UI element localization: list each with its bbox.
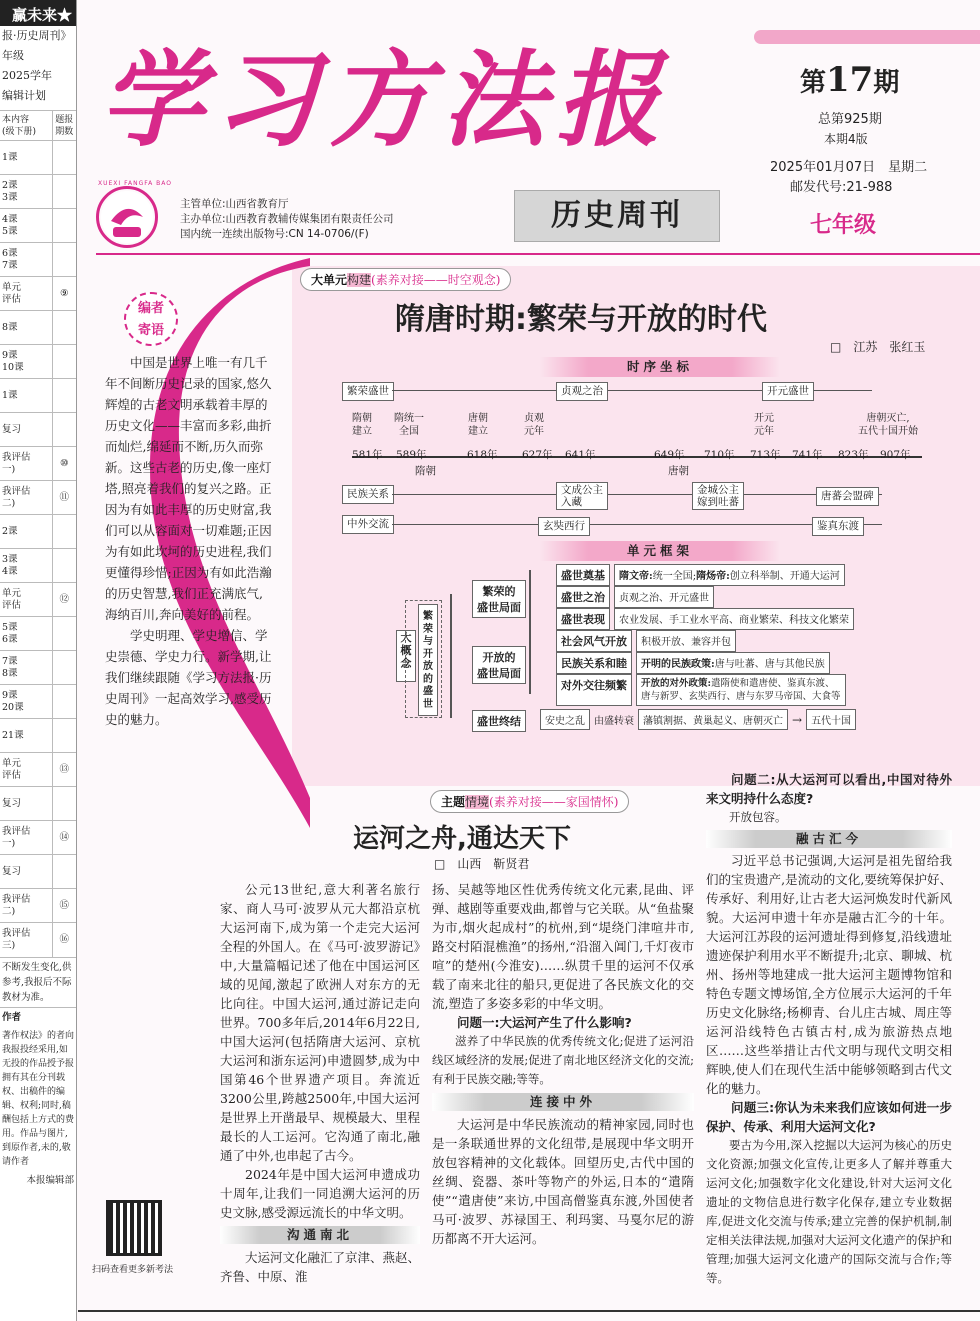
- answer: 要古为今用,深入挖掘以大运河为核心的历史文化资源;加强文化宣传,让更多人了解并尊重大运河文化;加强数字化文化建设,针对大运河文化遗址的文物信息进行数字化保存,建立专业数据库,促进文化交流与传承;建立完善的保护机制,制定相关法律法规,加强对大运河文化遗产的保护和管理;加强大运河文化遗产的国际交流与合作;等等。: [706, 1138, 952, 1285]
- timeline-label: 隋统一 全国: [394, 413, 424, 437]
- band-title: 沟通南北: [220, 1226, 420, 1244]
- logo-text: XUEXI FANGFA BAO: [98, 180, 172, 187]
- timeline-year: 823年: [838, 449, 869, 461]
- framework-row: [540, 709, 856, 730]
- table-row: [0, 753, 76, 787]
- lesson-cell: 我评估 一): [0, 447, 52, 481]
- end-box: 五代十国: [806, 709, 856, 730]
- section-tag: [300, 268, 511, 291]
- table-row: [0, 413, 76, 447]
- framework-row: [556, 674, 846, 706]
- newspaper-title: 学习方法报: [100, 38, 671, 161]
- issue-date: 2025年01月07日 星期二: [770, 160, 928, 175]
- badge-text: 寄语: [137, 323, 164, 338]
- issue-number: [800, 60, 899, 100]
- publisher-logo: [96, 186, 158, 248]
- sidebar-line: 报·历史周刊》: [2, 29, 72, 42]
- table-row: [0, 549, 76, 583]
- table-row: [0, 923, 76, 957]
- issue-cell: [52, 549, 76, 583]
- row-body: 积极开放、兼容并包: [636, 630, 736, 652]
- table-header: 本内容 (级下册): [0, 111, 52, 141]
- issue-cell: ⑫: [52, 583, 76, 617]
- tag-label: 主题: [441, 795, 466, 809]
- paragraph: 大运河是中华民族流动的精神家园,同时也是一条联通世界的文化纽带,是展现中华文明开放包容精神的文化载体。回望历史,古代中国的丝绸、瓷器、茶叶等物产的外运,日本的“遣隋使”“遣唐使”来访,中国高僧鉴真东渡,外国使者马可·波罗、苏禄国王、利玛窦、马戛尔尼的游历都离不开大运河。: [432, 1117, 694, 1246]
- publisher-info: [180, 197, 394, 242]
- dynasty-label: 隋朝: [415, 465, 436, 477]
- article-title: 隋唐时期:繁荣与开放的时代: [395, 302, 767, 337]
- article-column: [432, 880, 694, 1248]
- row-label: 繁荣盛世: [342, 382, 394, 401]
- issue-cell: [52, 209, 76, 243]
- issue-cell: ⑨: [52, 277, 76, 311]
- issue-cell: [52, 515, 76, 549]
- lesson-cell: 6课 7课: [0, 243, 52, 277]
- row-label: 民族关系: [342, 485, 394, 504]
- row-body: [636, 652, 830, 674]
- answer: 开放包容。: [729, 810, 787, 824]
- row-body-head: 开放的对外政策:: [641, 678, 712, 689]
- sidebar-line: 年级: [2, 49, 24, 62]
- article-column: [706, 770, 952, 1288]
- tag-highlight: 构建: [347, 273, 372, 287]
- sidebar-line: 2025学年: [2, 69, 52, 82]
- lesson-cell: 8课: [0, 311, 52, 345]
- decor-bar: [754, 30, 980, 44]
- issue-cell: ⑩: [52, 447, 76, 481]
- issue-cell: [52, 345, 76, 379]
- lesson-cell: 单元 评估: [0, 277, 52, 311]
- table-row: [0, 481, 76, 515]
- issue-cell: [52, 175, 76, 209]
- group-box: 繁荣的 盛世局面: [472, 580, 526, 618]
- table-row: [0, 311, 76, 345]
- question: 问题一:大运河产生了什么影响?: [457, 1015, 632, 1030]
- connector-line: [392, 524, 882, 525]
- table-row: [0, 447, 76, 481]
- issue-cell: ⑭: [52, 821, 76, 855]
- timeline-axis: [352, 456, 922, 458]
- row-head: 盛世奠基: [556, 564, 610, 586]
- end-box: 安史之乱: [540, 709, 590, 730]
- timeline-year: 627年: [522, 449, 553, 461]
- framework-row: [556, 652, 830, 674]
- lesson-cell: 我评估 二): [0, 889, 52, 923]
- lesson-cell: 我评估 一): [0, 821, 52, 855]
- article-column: [220, 880, 420, 1286]
- issue-cell: ⑯: [52, 923, 76, 957]
- group-box: 盛世终结: [472, 710, 526, 732]
- lesson-cell: 7课 8课: [0, 651, 52, 685]
- cn-number: 国内统一连续出版物号:CN 14-0706/(F): [180, 228, 369, 240]
- sidebar-author-note: 著作权法》的者向我报投经采用,如无投的作品授予报拥有其在分刊载权、出稿件的编辑、权利;同时,稿酬包括上方式的费用。作品与图片,到原作者,未的,敬请作者: [2, 1030, 75, 1167]
- timeline-label: 唐朝 建立: [468, 413, 488, 437]
- band-title: 连接中外: [432, 1093, 694, 1111]
- table-row: [0, 209, 76, 243]
- timeline-year: 907年: [880, 449, 911, 461]
- schedule-table: [0, 110, 76, 957]
- row-head: 民族关系和睦: [556, 652, 632, 674]
- group-box: 开放的 盛世局面: [472, 646, 526, 684]
- table-row: [0, 719, 76, 753]
- timeline-label: 贞观 元年: [524, 413, 544, 437]
- lesson-cell: 1课: [0, 141, 52, 175]
- issue-prefix: 第: [800, 68, 827, 98]
- table-row: [0, 583, 76, 617]
- section-title: 历史周刊: [514, 190, 720, 242]
- row-head: 社会风气开放: [556, 630, 632, 652]
- issue-cell: [52, 685, 76, 719]
- timeline-label: 隋朝 建立: [352, 413, 372, 437]
- sponsor-line: 主管单位:山西省教育厅: [180, 198, 289, 210]
- issue-cell: [52, 379, 76, 413]
- connector-line: [450, 594, 452, 718]
- sidebar-author-head: 作者: [0, 1007, 76, 1027]
- row-body-text: 唐与吐蕃、唐与其他民族: [714, 659, 825, 670]
- table-row: [0, 651, 76, 685]
- lesson-cell: 复习: [0, 787, 52, 821]
- editor-paragraph: 学史明理、学史增信、学史崇德、学史力行。新学期,让我们继续跟随《学习方法报·历史周刊》一起高效学习,感受历史的魅力。: [105, 628, 272, 727]
- issue-cell: [52, 243, 76, 277]
- concept-frame: [405, 600, 442, 718]
- paragraph: 习近平总书记强调,大运河是祖先留给我们的宝贵遗产,是流动的文化,要统筹保护好、传承好、利用好,让古老大运河焕发时代新风貌。大运河申遗十年亦是融古汇今的十年。大运河江苏段的运河遗址得到修复,沿线遗址遗迹保护利用水平不断提升;北京、聊城、杭州、扬州等地建成一批大运河主题博物馆和特色专题文博场馆,全方位展示大运河的千年历史文化脉络;杨柳青、台儿庄古城、周庄等运河沿线特色古镇古村,成为旅游热点地区……这些举措让古代文明与现代文明交相辉映,使人们在现代生活中能够领略到古代文化的魅力。: [706, 853, 952, 1096]
- table-row: [0, 345, 76, 379]
- badge-text: 编者: [137, 301, 164, 316]
- article-author: □ 山西 靳贤君: [434, 857, 530, 871]
- timeline-label: 开元 元年: [754, 413, 774, 437]
- tag-label: 大单元: [311, 273, 348, 287]
- issue-cell: [52, 651, 76, 685]
- total-issue: 总第925期: [818, 112, 882, 127]
- lesson-cell: 9课 10课: [0, 345, 52, 379]
- lesson-cell: 1课: [0, 379, 52, 413]
- issue-cell: [52, 719, 76, 753]
- page-count: 本期4版: [824, 132, 868, 146]
- framework-row: [556, 630, 736, 652]
- table-row: [0, 787, 76, 821]
- framework-row: [556, 608, 854, 630]
- issue-cell: [52, 855, 76, 889]
- band-title: 时序坐标: [540, 357, 780, 377]
- framework-row: [556, 586, 714, 608]
- issue-cell: [52, 787, 76, 821]
- issue-cell: ⑬: [52, 753, 76, 787]
- sidebar-footer: 本报编辑部: [26, 1174, 74, 1186]
- issue-cell: ⑪: [52, 481, 76, 515]
- lesson-cell: 5课 6课: [0, 617, 52, 651]
- divider: [96, 253, 980, 255]
- tag-comment: (素养对接——时空观念): [371, 273, 501, 287]
- lesson-cell: 3课 4课: [0, 549, 52, 583]
- row-body-text: 遣隋使和遣唐使、鉴真东渡、 唐与新罗、玄奘西行、唐与东罗马帝国、大食等: [641, 678, 841, 702]
- issue-cell: [52, 617, 76, 651]
- timeline-year: 713年: [750, 449, 781, 461]
- lesson-cell: 2课 3课: [0, 175, 52, 209]
- table-row: [0, 617, 76, 651]
- row-body-head: 隋文帝:: [619, 571, 653, 582]
- table-row: [0, 685, 76, 719]
- row-head: 盛世之治: [556, 586, 610, 608]
- event-box: 开元盛世: [762, 382, 814, 401]
- band-title: 融古汇今: [706, 830, 952, 848]
- row-body-head: 隋炀帝:: [696, 571, 730, 582]
- row-body: 贞观之治、开元盛世: [614, 586, 714, 608]
- table-row: [0, 889, 76, 923]
- section-tag: [430, 790, 629, 813]
- table-header-row: [0, 111, 76, 141]
- arrow-icon: →: [792, 712, 803, 727]
- row-body: [614, 564, 845, 586]
- row-head: 盛世表现: [556, 608, 610, 630]
- row-head: 对外交往频繁: [556, 674, 632, 706]
- sponsor-line: 主办单位:山西教育教辅传媒集团有限责任公司: [180, 213, 394, 225]
- row-body: 农业发展、手工业水平高、商业繁荣、科技文化繁荣: [614, 608, 854, 630]
- lesson-cell: 复习: [0, 413, 52, 447]
- paragraph: 公元13世纪,意大利著名旅行家、商人马可·波罗从元大都沿京杭大运河南下,成为第一个走完大运河全程的外国人。在《马可·波罗游记》中,大量篇幅记述了他在中国运河区域的见闻,激起了欧洲人对东方的无比向往。中国大运河,通过游记走向世界。700多年后,2014年6月22日,中国大运河(包括隋唐大运河、京杭大运河和浙东运河)申遗圆梦,成为中国第46个世界遗产项目。奔流近3200公里,跨越2500年,中国大运河是世界上开凿最早、规模最大、里程最长的人工运河。它沟通了南北,融通了中外,也串起了古今。: [220, 882, 421, 1163]
- lesson-cell: 9课 20课: [0, 685, 52, 719]
- tag-highlight: 情境: [465, 795, 490, 809]
- lesson-cell: 2课: [0, 515, 52, 549]
- question: 问题三:你认为未来我们应该如何进一步保护、传承、利用大运河文化?: [706, 1100, 952, 1134]
- timeline-year: 589年: [396, 449, 427, 461]
- editor-badge: [124, 292, 178, 346]
- row-body: [636, 674, 846, 706]
- issue-num: 17: [826, 60, 874, 100]
- issue-cell: ⑮: [52, 889, 76, 923]
- timeline-year: 710年: [704, 449, 735, 461]
- lesson-cell: 复习: [0, 855, 52, 889]
- row-body-text: 统一全国;: [652, 571, 697, 582]
- answer: 滋养了中华民族的优秀传统文化;促进了运河沿线区域经济的发展;促进了南北地区经济文化的交流;有利于民族交融;等等。: [432, 1034, 694, 1086]
- framework-row: [556, 564, 845, 586]
- left-sidebar: [0, 0, 77, 1321]
- row-body-head: 开明的民族政策:: [641, 659, 715, 670]
- table-row: [0, 515, 76, 549]
- event-box: 金城公主 嫁到吐蕃: [692, 482, 744, 510]
- question: 问题二:从大运河可以看出,中国对待外来文明持什么态度?: [706, 772, 952, 806]
- qr-code-icon[interactable]: [106, 1200, 162, 1256]
- table-row: [0, 855, 76, 889]
- table-row: [0, 277, 76, 311]
- issue-cell: [52, 311, 76, 345]
- table-row: [0, 379, 76, 413]
- table-row: [0, 141, 76, 175]
- event-box: 鉴真东渡: [812, 517, 864, 536]
- sidebar-note: 不断发生变化,供参考,我报后不际教材为准。: [0, 957, 76, 1007]
- row-body-text: 创立科举制、开通大运河: [729, 571, 840, 582]
- timeline-year: 741年: [792, 449, 823, 461]
- postal-code: 邮发代号:21-988: [790, 180, 893, 195]
- lesson-cell: 我评估 二): [0, 481, 52, 515]
- table-header: 题报 期数: [52, 111, 76, 141]
- tag-comment: (素养对接——家国情怀): [489, 795, 619, 809]
- article-author: □ 江苏 张红玉: [830, 340, 926, 354]
- article-title: 运河之舟,通达天下: [353, 824, 571, 854]
- lesson-cell: 单元 评估: [0, 583, 52, 617]
- dynasty-label: 唐朝: [668, 465, 689, 477]
- end-box: 藩镇割据、黄巢起义、唐朝灭亡: [638, 709, 788, 730]
- issue-cell: [52, 413, 76, 447]
- table-row: [0, 175, 76, 209]
- issue-suffix: 期: [873, 68, 900, 98]
- row-label: 中外交流: [342, 515, 394, 534]
- lesson-cell: 21课: [0, 719, 52, 753]
- logo-icon: [99, 189, 155, 245]
- event-box: 文成公主 入藏: [556, 482, 608, 510]
- sidebar-line: 编辑计划: [2, 89, 46, 102]
- table-row: [0, 243, 76, 277]
- timeline-year: 581年: [352, 449, 383, 461]
- editor-note: [105, 352, 273, 730]
- grade-label: 七年级: [810, 213, 877, 238]
- lesson-cell: 我评估 三): [0, 923, 52, 957]
- lesson-cell: 4课 5课: [0, 209, 52, 243]
- issue-cell: [52, 141, 76, 175]
- big-concept-box: 大 概 念: [396, 630, 416, 682]
- connector-line: [529, 570, 531, 694]
- arrow-label: 由盛转衰: [594, 716, 634, 727]
- core-concept-box: 繁 荣 与 开 放 的 盛 世: [418, 604, 438, 716]
- qr-caption: 扫码查看更多新考法: [92, 1265, 174, 1275]
- table-row: [0, 821, 76, 855]
- event-box: 唐蕃会盟碑: [816, 487, 879, 506]
- connector-line: [392, 494, 882, 495]
- paragraph: 大运河文化融汇了京津、燕赵、齐鲁、中原、淮: [220, 1250, 421, 1284]
- sidebar-header: 赢未来★: [0, 0, 76, 26]
- timeline-year: 649年: [654, 449, 685, 461]
- timeline-year: 618年: [467, 449, 498, 461]
- event-box: 玄奘西行: [538, 517, 590, 536]
- lesson-cell: 单元 评估: [0, 753, 52, 787]
- editor-paragraph: 中国是世界上唯一有几千年不间断历史记录的国家,悠久辉煌的古老文明承载着丰厚的历史文化——丰富而多彩,曲折而灿烂,绵延而不断,历久而弥新。这些古老的历史,像一座灯塔,照亮着我们的复兴之路。正因为有如此丰厚的历史财富,我们可以从容面对一切难题;正因为有如此坎坷的历史进程,我们更懂得珍惜;正因为有如此浩瀚的历史智慧,我们正充满底气,海纳百川,奔向美好的前程。: [105, 355, 272, 622]
- paragraph: 2024年是中国大运河申遗成功十周年,让我们一同追溯大运河的历史文脉,感受源远流长的中华文明。: [220, 1167, 420, 1220]
- timeline-year: 641年: [565, 449, 596, 461]
- paragraph: 扬、吴越等地区性优秀传统文化元素,昆曲、评弹、越剧等重要戏曲,都曾与它关联。从“鱼盐聚为市,烟火起成村”的杭州,到“堤绕门津喧井市,路交村陌混樵渔”的扬州,“沿溜入阊门,千灯夜市喧”的楚州(今淮安)……纵贯千里的运河不仅承载了南来北往的船只,更促进了各民族文化的交流,塑造了多姿多彩的中华文明。: [432, 882, 694, 1011]
- event-box: 贞观之治: [556, 382, 608, 401]
- timeline-label: 唐朝灭亡, 五代十国开始: [858, 413, 918, 437]
- band-title: 单元框架: [540, 541, 780, 561]
- divider: [78, 1310, 980, 1312]
